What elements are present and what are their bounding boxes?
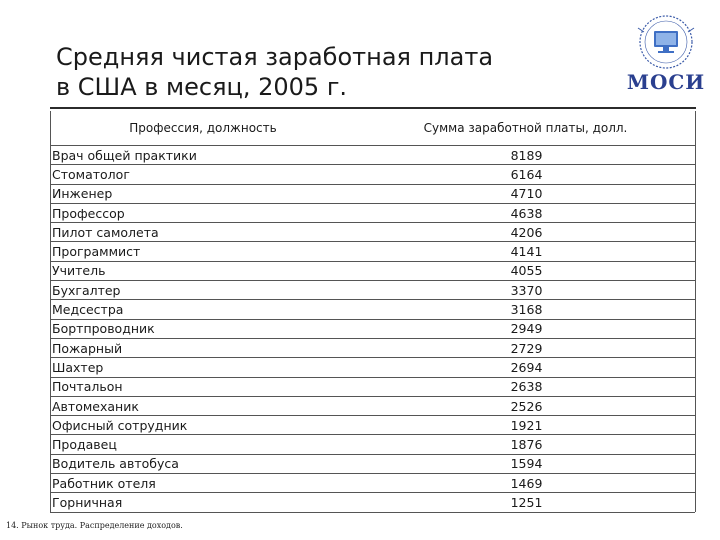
- salary-cell: 1469: [356, 474, 695, 493]
- profession-cell: Бортпроводник: [50, 319, 356, 338]
- profession-cell: Работник отеля: [50, 474, 356, 493]
- salary-cell: 3370: [356, 281, 695, 300]
- profession-cell: Офисный сотрудник: [50, 416, 356, 435]
- profession-cell: Горничная: [50, 493, 356, 512]
- salary-cell: 4710: [356, 184, 695, 203]
- slide-title-line2: в США в месяц, 2005 г.: [56, 73, 348, 101]
- salary-cell: 2949: [356, 319, 695, 338]
- salary-cell: 1921: [356, 416, 695, 435]
- profession-cell: Медсестра: [50, 300, 356, 319]
- salary-cell: 2694: [356, 358, 695, 377]
- profession-cell: Автомеханик: [50, 396, 356, 415]
- slide-footer: 14. Рынок труда. Распределение доходов.: [6, 521, 183, 530]
- table-row: [50, 493, 695, 512]
- table-body: [50, 146, 695, 513]
- salary-cell: 3168: [356, 300, 695, 319]
- salary-cell: 2729: [356, 338, 695, 357]
- table-row: [50, 261, 695, 280]
- table-header-row: [50, 111, 695, 146]
- column-header-profession: Профессия, должность: [129, 121, 277, 135]
- profession-cell: Бухгалтер: [50, 281, 356, 300]
- profession-cell: Продавец: [50, 435, 356, 454]
- salary-cell: 8189: [356, 146, 695, 165]
- table-row: [50, 223, 695, 242]
- profession-cell: Стоматолог: [50, 165, 356, 184]
- profession-cell: Пожарный: [50, 338, 356, 357]
- table-row: [50, 184, 695, 203]
- table-row: [50, 358, 695, 377]
- profession-cell: Программист: [50, 242, 356, 261]
- profession-cell: Профессор: [50, 203, 356, 222]
- table-row: [50, 377, 695, 396]
- table-row: [50, 146, 695, 165]
- salary-table: [50, 111, 695, 513]
- salary-cell: 6164: [356, 165, 695, 184]
- title-divider: [50, 107, 696, 109]
- table-row: [50, 416, 695, 435]
- salary-cell: 2638: [356, 377, 695, 396]
- institution-logo: [618, 12, 714, 98]
- profession-cell: Водитель автобуса: [50, 454, 356, 473]
- table-right-border: [695, 111, 696, 512]
- table-row: [50, 338, 695, 357]
- salary-cell: 1251: [356, 493, 695, 512]
- profession-cell: Инженер: [50, 184, 356, 203]
- profession-cell: Шахтер: [50, 358, 356, 377]
- table-row: [50, 242, 695, 261]
- table-row: [50, 300, 695, 319]
- profession-cell: Пилот самолета: [50, 223, 356, 242]
- logo-text: МОСИ: [626, 70, 706, 94]
- slide-title-line1: Средняя чистая заработная плата: [56, 43, 494, 71]
- profession-cell: Врач общей практики: [50, 146, 356, 165]
- table-row: [50, 474, 695, 493]
- table-row: [50, 454, 695, 473]
- salary-cell: 2526: [356, 396, 695, 415]
- profession-cell: Учитель: [50, 261, 356, 280]
- salary-cell: 4141: [356, 242, 695, 261]
- table-row: [50, 281, 695, 300]
- salary-cell: 4055: [356, 261, 695, 280]
- column-header-salary: Сумма заработной платы, долл.: [423, 121, 628, 135]
- salary-cell: 1876: [356, 435, 695, 454]
- salary-cell: 1594: [356, 454, 695, 473]
- salary-cell: 4638: [356, 203, 695, 222]
- table-row: [50, 396, 695, 415]
- profession-cell: Почтальон: [50, 377, 356, 396]
- table-row: [50, 203, 695, 222]
- table-row: [50, 435, 695, 454]
- salary-cell: 4206: [356, 223, 695, 242]
- table-row: [50, 319, 695, 338]
- slide-title: [56, 42, 493, 102]
- logo-emblem-icon: [618, 12, 714, 72]
- table-row: [50, 165, 695, 184]
